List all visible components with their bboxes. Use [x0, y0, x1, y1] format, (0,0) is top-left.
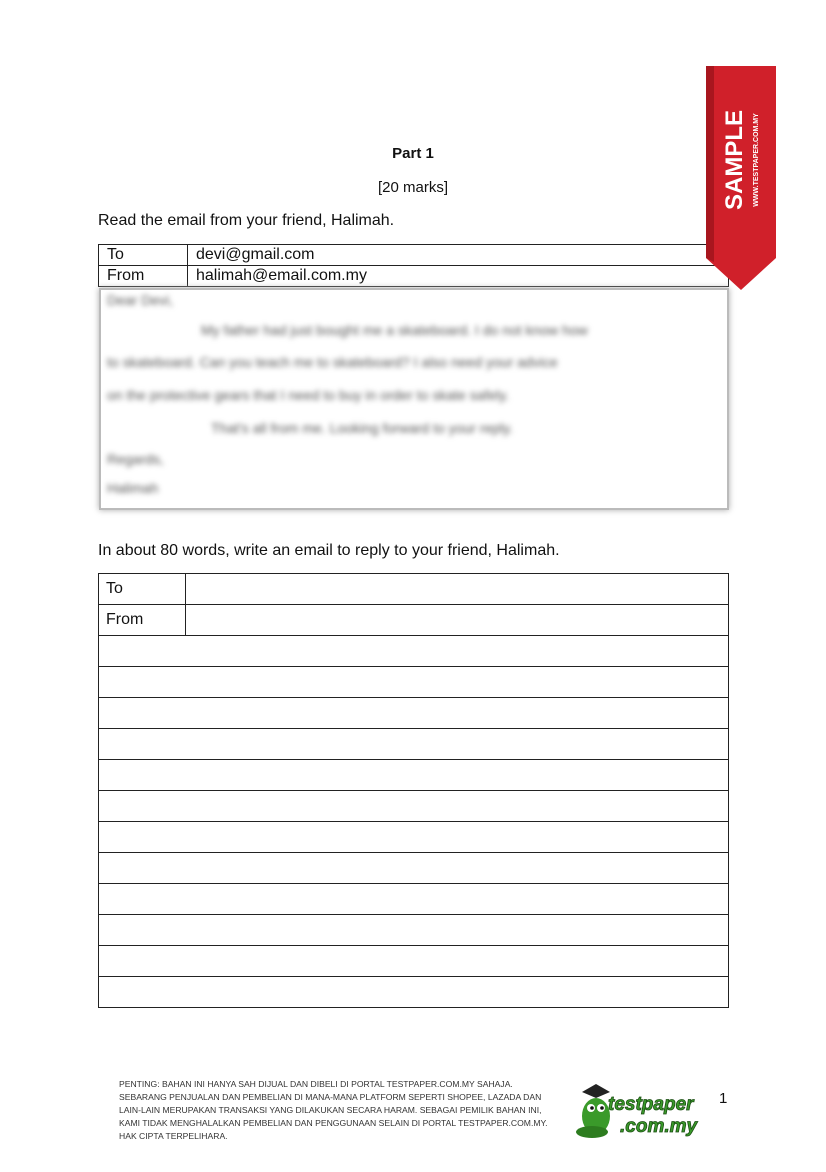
testpaper-logo	[574, 1078, 712, 1140]
reply-writing-line[interactable]	[99, 915, 729, 946]
reply-writing-line[interactable]	[99, 946, 729, 977]
logo-text-1: testpaper	[608, 1094, 694, 1115]
page-number: 1	[719, 1090, 728, 1107]
reply-writing-lines	[99, 636, 729, 1008]
reply-writing-line[interactable]	[99, 636, 729, 667]
footer-notice: PENTING: BAHAN INI HANYA SAH DIJUAL DAN DIBELI DI PORTAL TESTPAPER.COM.MY SAHAJA. SEBARANG PENJUALAN DAN PEMBELIAN DI MANA-MANA PLATFORM SEPERTI SHOPEE, LAZADA DAN LAIN-LAIN MERUPAKAN TRANSAKSI YANG DILAKUKAN SECARA HARAM. SEBAGAI PEMILIK BAHAN INI, KAMI TIDAK MENGHALALKAN PEMBELIAN DAN PENGGUNAAN SELAIN DI PORTAL TESTPAPER.COM.MY. HAK CIPTA TERPELIHARA.	[119, 1079, 548, 1141]
reply-writing-line[interactable]	[99, 853, 729, 884]
to-value: devi@gmail.com	[188, 245, 729, 266]
reply-to-field[interactable]	[186, 574, 729, 605]
reply-form	[98, 573, 729, 1008]
blurred-email-body	[99, 288, 729, 510]
reply-writing-line[interactable]	[99, 977, 729, 1008]
reply-writing-line[interactable]	[99, 822, 729, 853]
logo-text-2: .com.my	[620, 1116, 698, 1137]
email-line: Halimah	[107, 480, 159, 496]
from-value: halimah@email.com.my	[188, 266, 729, 287]
email-line: to skateboard. Can you teach me to skateboard? I also need your advice	[107, 354, 558, 370]
reply-writing-line[interactable]	[99, 884, 729, 915]
reply-from-label: From	[99, 605, 186, 636]
reply-writing-line[interactable]	[99, 729, 729, 760]
to-label: To	[99, 245, 188, 266]
write-instruction: In about 80 words, write an email to reply to your friend, Halimah.	[98, 542, 560, 559]
reply-writing-line[interactable]	[99, 791, 729, 822]
reply-writing-line[interactable]	[99, 667, 729, 698]
reply-writing-line[interactable]	[99, 760, 729, 791]
email-line: Dear Devi,	[107, 292, 174, 308]
email-line: My father had just bought me a skateboard. I do not know how	[201, 322, 588, 338]
grad-cap-icon	[582, 1084, 610, 1098]
marks-label: [20 marks]	[377, 179, 449, 196]
ribbon-label: SAMPLE	[721, 109, 748, 211]
reply-from-field[interactable]	[186, 605, 729, 636]
read-instruction: Read the email from your friend, Halimah.	[98, 212, 395, 229]
email-line: That's all from me. Looking forward to your reply.	[211, 420, 513, 436]
sample-ribbon	[706, 62, 776, 292]
reply-writing-line[interactable]	[99, 698, 729, 729]
reply-to-label: To	[99, 574, 186, 605]
email-line: Regards,	[107, 451, 164, 467]
original-email-header	[98, 244, 729, 287]
email-line: on the protective gears that I need to buy in order to skate safely.	[107, 387, 510, 403]
part-title: Part 1	[392, 145, 434, 162]
ribbon-sub-label: WWW.TESTPAPER.COM.MY	[753, 113, 760, 207]
from-label: From	[99, 266, 188, 287]
